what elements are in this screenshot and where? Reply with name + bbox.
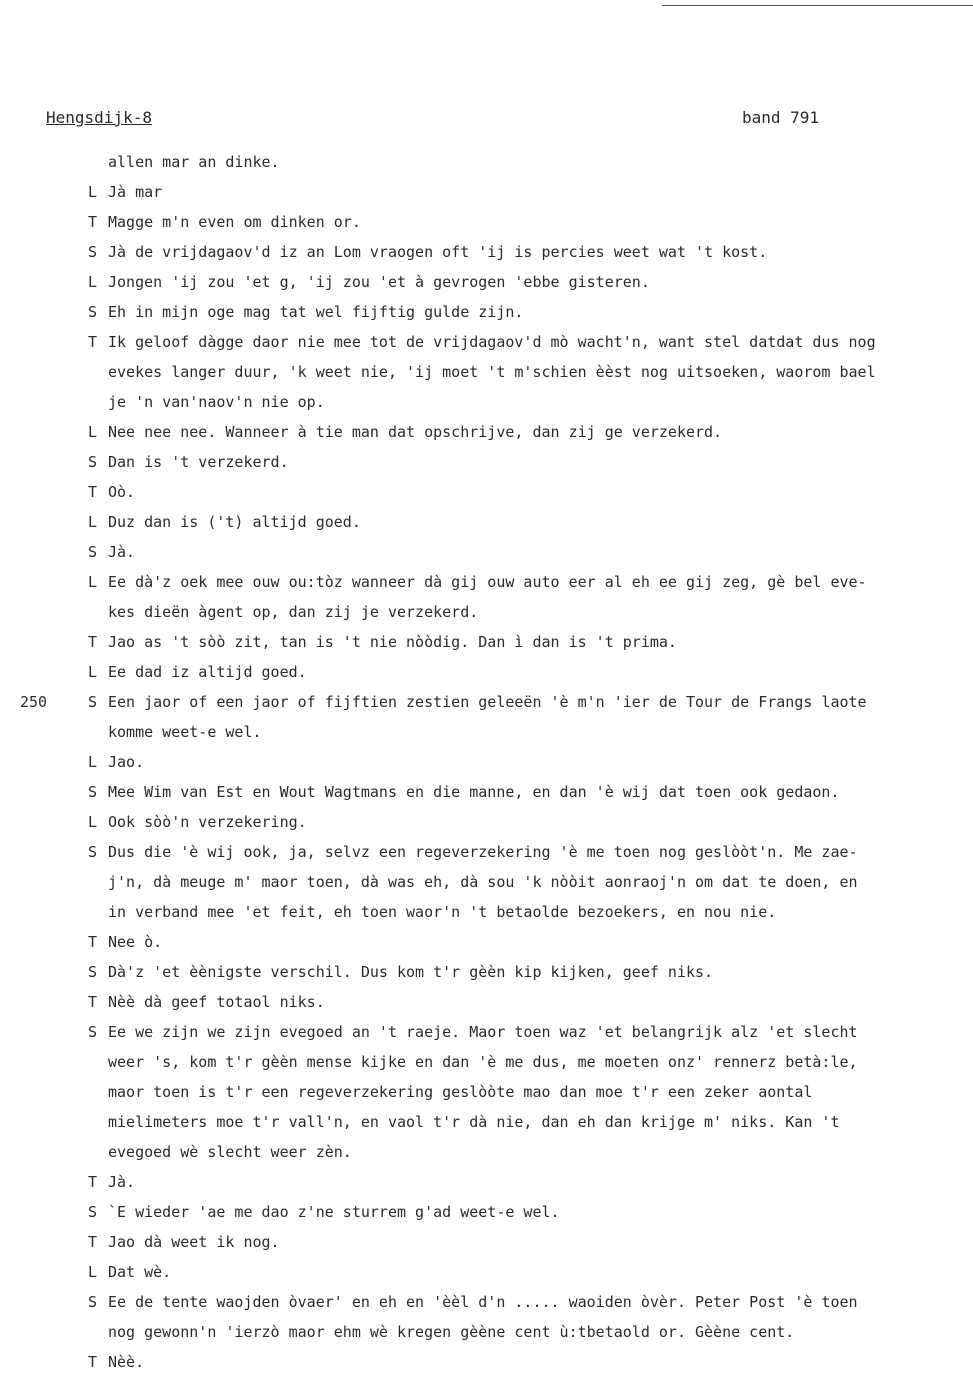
top-rule (662, 5, 973, 6)
transcript-line (0, 897, 973, 927)
speaker-label: L (88, 753, 98, 771)
transcript-line (0, 867, 973, 897)
utterance-text: mielimeters moe t'r vall'n, en vaol t'r dà nie, dan eh dan krijge m' niks. Kan 't (108, 1113, 840, 1131)
utterance-text: Dus die 'è wij ook, ja, selvz een regeverzekering 'è me toen nog geslòòt'n. Me zae- (108, 843, 858, 861)
utterance-text: Dà'z 'et èènigste verschil. Dus kom t'r gèèn kip kijken, geef niks. (108, 963, 714, 981)
transcript-line (0, 657, 973, 687)
utterance-text: Dat wè. (108, 1263, 172, 1281)
utterance-text: Dan is 't verzekerd. (108, 453, 289, 471)
transcript-line (0, 837, 973, 867)
transcript-line (0, 1077, 973, 1107)
utterance-text: kes dieën àgent op, dan zij je verzekerd. (108, 603, 479, 621)
speaker-label: S (88, 453, 98, 471)
speaker-label: S (88, 843, 98, 861)
transcript-line (0, 267, 973, 297)
speaker-label: T (88, 333, 98, 351)
transcript-line (0, 387, 973, 417)
utterance-text: Ee de tente waojden òvaer' en eh en 'èèl d'n ..... waoiden òvèr. Peter Post 'è toen (108, 1293, 858, 1311)
transcript-line (0, 1017, 973, 1047)
transcript-line (0, 1197, 973, 1227)
speaker-label: T (88, 483, 98, 501)
utterance-text: Jà de vrijdagaov'd iz an Lom vraogen oft 'ij is percies weet wat 't kost. (108, 243, 768, 261)
speaker-label: L (88, 273, 98, 291)
utterance-text: Nèè. (108, 1353, 145, 1371)
transcript-line (0, 1347, 973, 1377)
utterance-text: Jongen 'ij zou 'et g, 'ij zou 'et à gevrogen 'ebbe gisteren. (108, 273, 650, 291)
speaker-label: T (88, 933, 98, 951)
transcript (0, 147, 973, 1377)
document-title: Hengsdijk-8 (46, 108, 152, 127)
transcript-line (0, 717, 973, 747)
speaker-label: L (88, 663, 98, 681)
transcript-line (0, 627, 973, 657)
speaker-label: S (88, 243, 98, 261)
speaker-label: T (88, 633, 98, 651)
transcript-line (0, 327, 973, 357)
speaker-label: T (88, 1233, 98, 1251)
transcript-line (0, 1287, 973, 1317)
transcript-line (0, 777, 973, 807)
utterance-text: Mee Wim van Est en Wout Wagtmans en die manne, en dan 'è wij dat toen ook gedaon. (108, 783, 840, 801)
utterance-text: Nèè dà geef totaol niks. (108, 993, 325, 1011)
speaker-label: T (88, 1353, 98, 1371)
utterance-text: Jà. (108, 543, 136, 561)
utterance-text: je 'n van'naov'n nie op. (108, 393, 325, 411)
transcript-line (0, 1047, 973, 1077)
transcript-line (0, 927, 973, 957)
speaker-label: S (88, 1023, 98, 1041)
utterance-text: j'n, dà meuge m' maor toen, dà was eh, dà sou 'k nòòit aonraoj'n om dat te doen, en (108, 873, 858, 891)
transcript-line (0, 1167, 973, 1197)
speaker-label: T (88, 993, 98, 1011)
transcript-line (0, 1227, 973, 1257)
speaker-label: S (88, 303, 98, 321)
utterance-text: Ee dad iz altijd goed. (108, 663, 307, 681)
transcript-line (0, 747, 973, 777)
speaker-label: L (88, 513, 98, 531)
transcript-line (0, 987, 973, 1017)
utterance-text: Oò. (108, 483, 136, 501)
speaker-label: T (88, 213, 98, 231)
speaker-label: L (88, 423, 98, 441)
utterance-text: maor toen is t'r een regeverzekering geslòòte mao dan moe t'r een zeker aontal (108, 1083, 813, 1101)
speaker-label: S (88, 1203, 98, 1221)
utterance-text: Jao. (108, 753, 145, 771)
transcript-line (0, 507, 973, 537)
transcript-line (0, 297, 973, 327)
speaker-label: S (88, 963, 98, 981)
transcript-line (0, 177, 973, 207)
utterance-text: Eh in mijn oge mag tat wel fijftig gulde zijn. (108, 303, 524, 321)
transcript-line (0, 1137, 973, 1167)
utterance-text: `E wieder 'ae me dao z'ne sturrem g'ad weet-e wel. (108, 1203, 560, 1221)
speaker-label: L (88, 183, 98, 201)
utterance-text: evekes langer duur, 'k weet nie, 'ij moet 't m'schien èèst nog uitsoeken, waorom bael (108, 363, 876, 381)
utterance-text: Jao dà weet ik nog. (108, 1233, 280, 1251)
utterance-text: allen mar an dinke. (108, 153, 280, 171)
utterance-text: in verband mee 'et feit, eh toen waor'n 't betaolde bezoekers, en nou nie. (108, 903, 777, 921)
speaker-label: S (88, 693, 98, 711)
transcript-line (0, 567, 973, 597)
transcript-line (0, 477, 973, 507)
speaker-label: S (88, 543, 98, 561)
transcript-line (0, 957, 973, 987)
transcript-line (0, 207, 973, 237)
transcript-line (0, 1317, 973, 1347)
transcript-line (0, 447, 973, 477)
line-number: 250 (20, 693, 48, 711)
utterance-text: Nee nee nee. Wanneer à tie man dat opschrijve, dan zij ge verzekerd. (108, 423, 723, 441)
transcript-line (0, 357, 973, 387)
utterance-text: Magge m'n even om dinken or. (108, 213, 361, 231)
speaker-label: L (88, 1263, 98, 1281)
utterance-text: Jà mar (108, 183, 163, 201)
utterance-text: Ook sòò'n verzekering. (108, 813, 307, 831)
speaker-label: S (88, 783, 98, 801)
transcript-line (0, 147, 973, 177)
utterance-text: Een jaor of een jaor of fijftien zestien geleeën 'è m'n 'ier de Tour de Frangs laote (108, 693, 867, 711)
utterance-text: nog gewonn'n 'ierzò maor ehm wè kregen gèène cent ù:tbetaold or. Gèène cent. (108, 1323, 795, 1341)
utterance-text: Jao as 't sòò zit, tan is 't nie nòòdig. Dan ì dan is 't prima. (108, 633, 677, 651)
utterance-text: komme weet-e wel. (108, 723, 262, 741)
speaker-label: S (88, 1293, 98, 1311)
speaker-label: L (88, 813, 98, 831)
utterance-text: Ik geloof dàgge daor nie mee tot de vrijdagaov'd mò wacht'n, want stel datdat dus nog (108, 333, 876, 351)
speaker-label: T (88, 1173, 98, 1191)
utterance-text: evegoed wè slecht weer zèn. (108, 1143, 352, 1161)
transcript-line (0, 807, 973, 837)
transcript-line (0, 237, 973, 267)
utterance-text: weer 's, kom t'r gèèn mense kijke en dan 'è me dus, me moeten onz' rennerz betà:le, (108, 1053, 858, 1071)
transcript-line (0, 1257, 973, 1287)
utterance-text: Ee we zijn we zijn evegoed an 't raeje. Maor toen waz 'et belangrijk alz 'et slecht (108, 1023, 858, 1041)
transcript-line (0, 537, 973, 567)
transcript-line (0, 687, 973, 717)
speaker-label: L (88, 573, 98, 591)
utterance-text: Nee ò. (108, 933, 163, 951)
utterance-text: Ee dà'z oek mee ouw ou:tòz wanneer dà gij ouw auto eer al eh ee gij zeg, gè bel eve- (108, 573, 867, 591)
utterance-text: Duz dan is ('t) altijd goed. (108, 513, 361, 531)
utterance-text: Jà. (108, 1173, 136, 1191)
transcript-line (0, 597, 973, 627)
band-number: band 791 (742, 108, 820, 127)
transcript-line (0, 1107, 973, 1137)
transcript-line (0, 417, 973, 447)
